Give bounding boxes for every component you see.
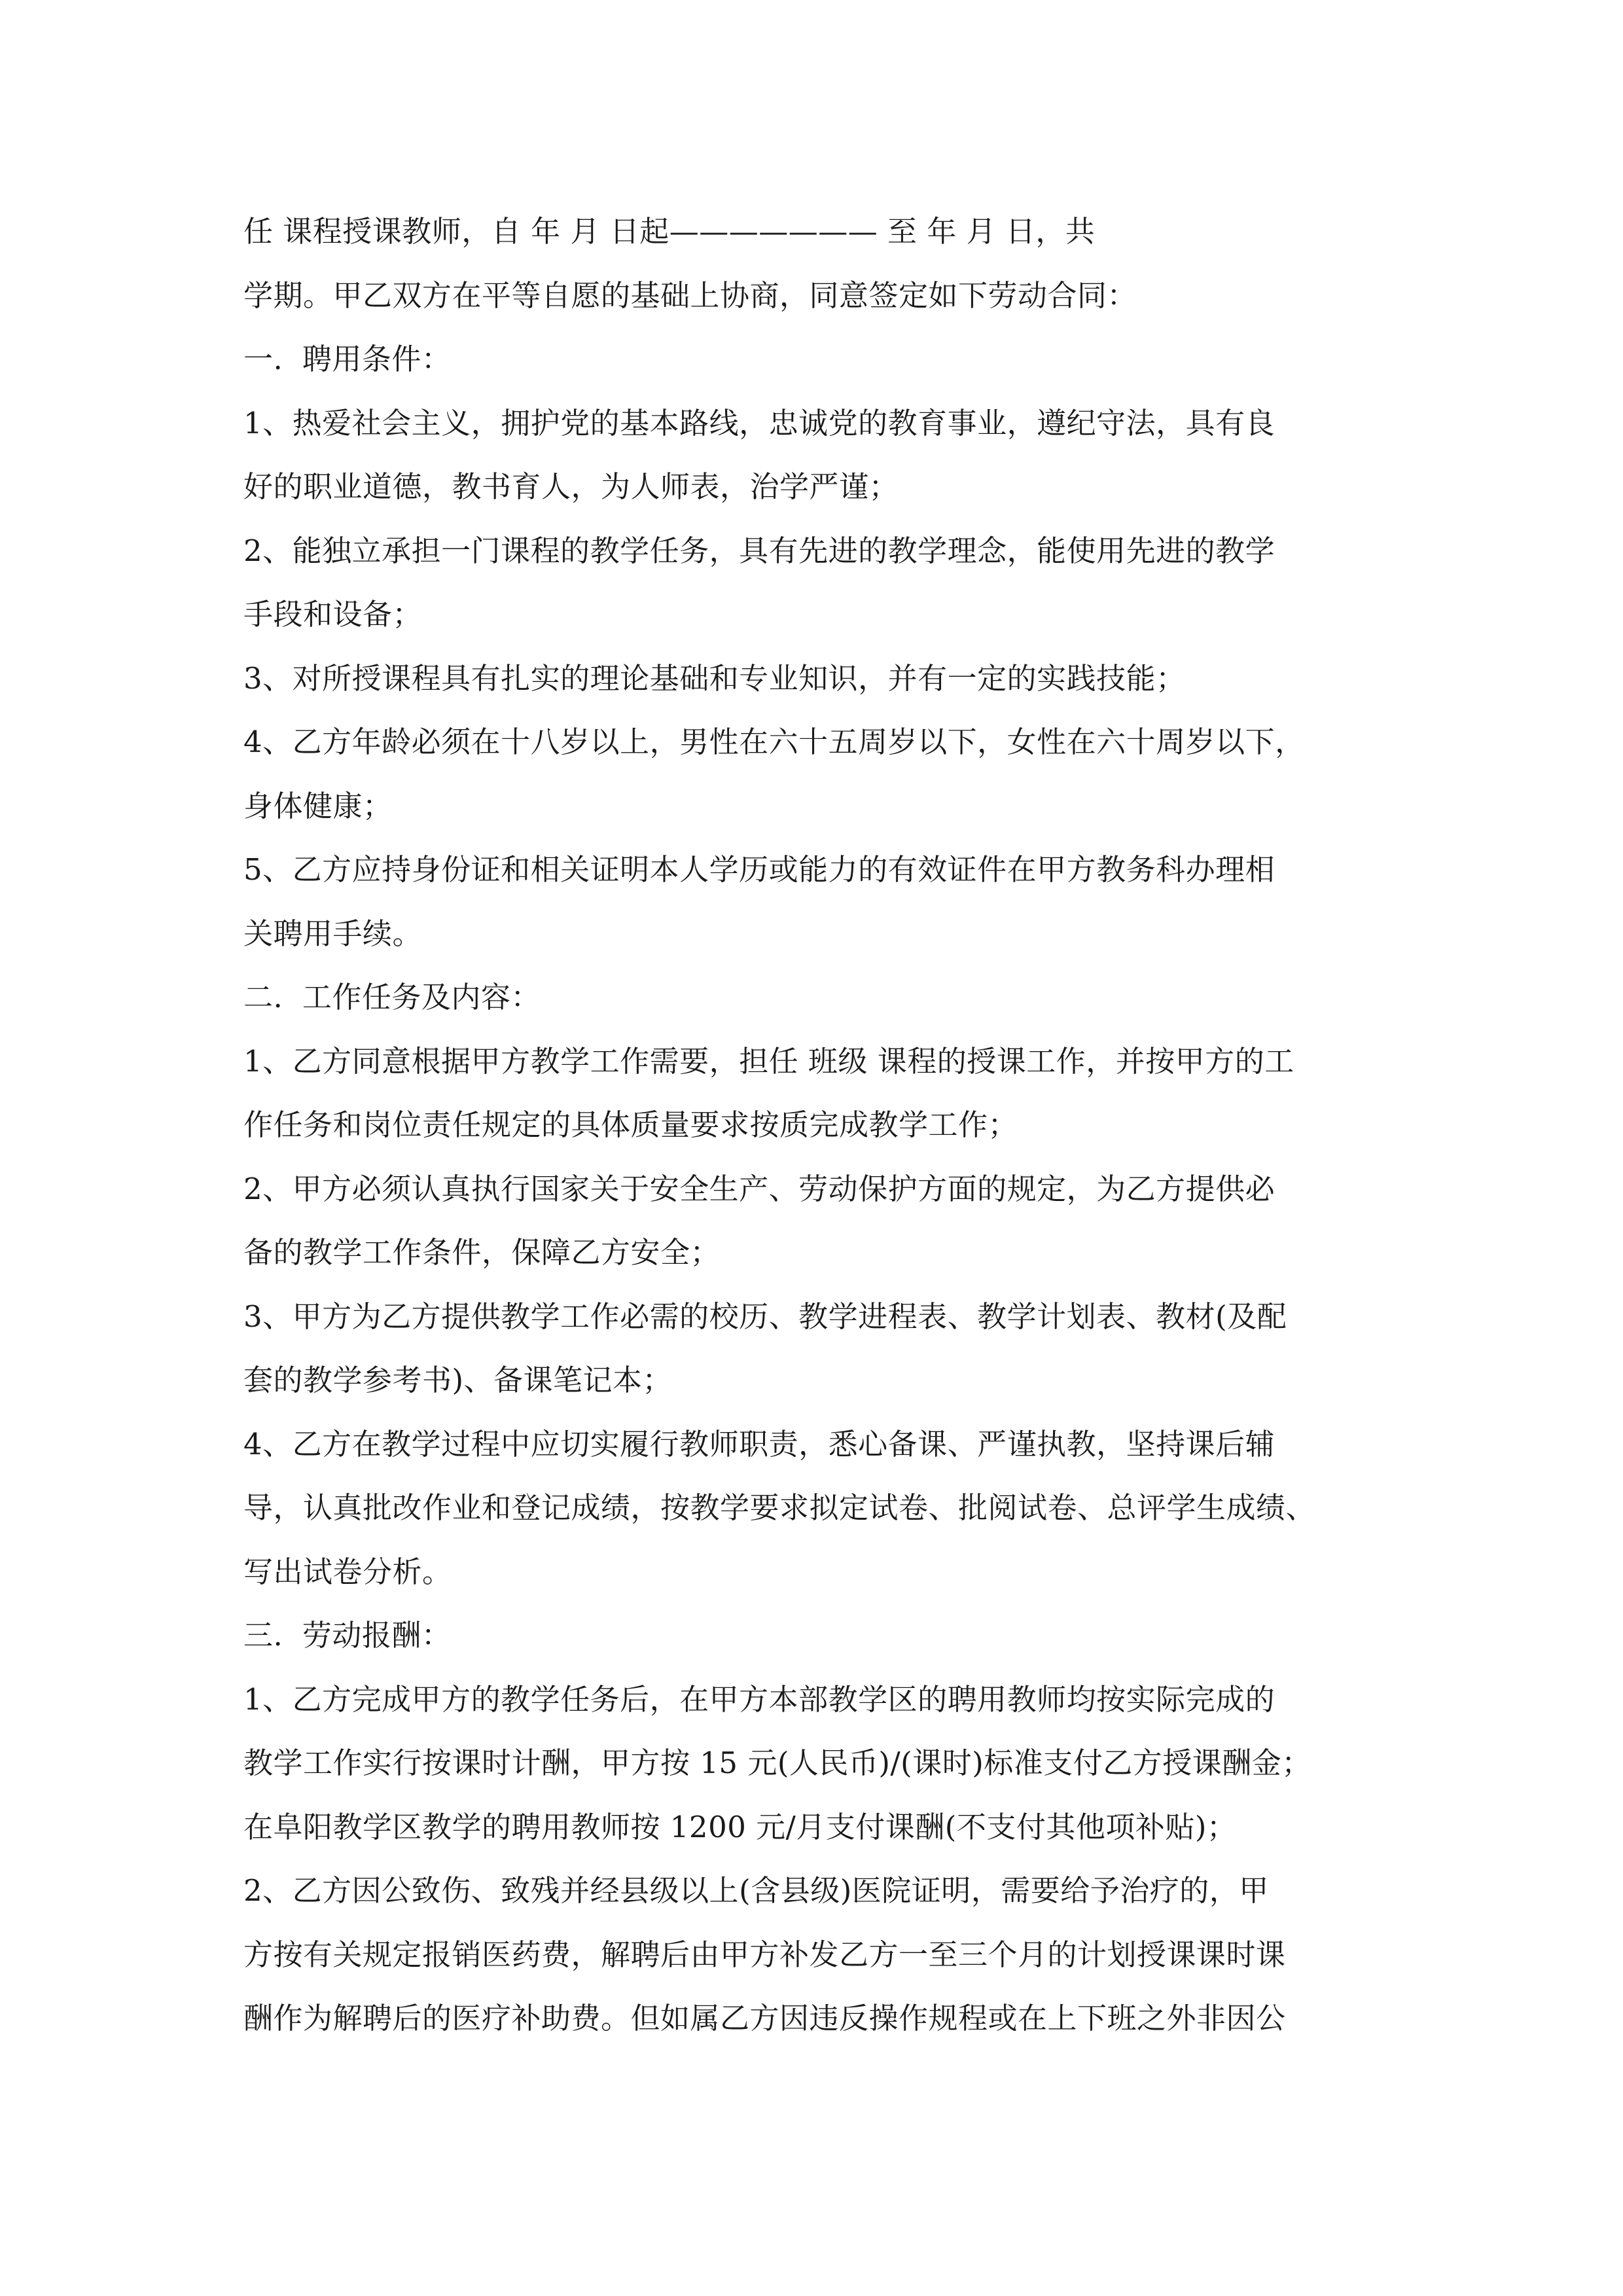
text-line-10: 身体健康； [243, 788, 393, 823]
section-heading-2: 二. 工作任务及内容： [243, 980, 541, 1014]
text-line-26: 在阜阳教学区教学的聘用教师按 1200 元/月支付课酬(不支付其他项补贴)； [243, 1809, 1237, 1844]
section-heading-1: 一. 聘用条件： [243, 342, 452, 376]
text-line-9: 4、乙方年龄必须在十八岁以上，男性在六十五周岁以下，女性在六十周岁以下， [243, 725, 1305, 759]
text-line-12: 关聘用手续。 [243, 916, 423, 951]
text-line-19: 套的教学参考书)、备课笔记本； [243, 1363, 673, 1397]
text-line-4: 1、热爱社会主义，拥护党的基本路线，忠诚党的教育事业，遵纪守法，具有良 [243, 405, 1275, 440]
contract-body-text [243, 200, 1402, 2051]
text-line-29: 酬作为解聘后的医疗补助费。但如属乙方因违反操作规程或在上下班之外非因公 [243, 2001, 1286, 2036]
text-line-14: 1、乙方同意根据甲方教学工作需要，担任 班级 课程的授课工作，并按甲方的工 [243, 1043, 1294, 1079]
text-line-16: 2、甲方必须认真执行国家关于安全生产、劳动保护方面的规定，为乙方提供必 [243, 1171, 1275, 1206]
text-line-18: 3、甲方为乙方提供教学工作必需的校历、教学进程表、教学计划表、教材(及配 [243, 1299, 1287, 1334]
text-line-2: 学期。甲乙双方在平等自愿的基础上协商，同意签定如下劳动合同： [243, 278, 1137, 313]
text-line-28: 方按有关规定报销医药费，解聘后由甲方补发乙方一至三个月的计划授课课时课 [243, 1937, 1286, 1972]
text-line-21: 导，认真批改作业和登记成绩，按教学要求拟定试卷、批阅试卷、总评学生成绩、 [243, 1490, 1316, 1525]
text-line-7: 手段和设备； [243, 597, 423, 632]
section-heading-3: 三. 劳动报酬： [243, 1618, 452, 1653]
text-line-11: 5、乙方应持身份证和相关证明本人学历或能力的有效证件在甲方教务科办理相 [243, 852, 1275, 887]
text-line-20: 4、乙方在教学过程中应切实履行教师职责，悉心备课、严谨执教，坚持课后辅 [243, 1426, 1275, 1462]
text-line-5: 好的职业道德，教书育人，为人师表，治学严谨； [243, 469, 899, 504]
text-line-15: 作任务和岗位责任规定的具体质量要求按质完成教学工作； [243, 1107, 1018, 1142]
text-line-25: 教学工作实行按课时计酬，甲方按 15 元(人民币)/(课时)标准支付乙方授课酬金； [243, 1746, 1311, 1780]
text-line-27: 2、乙方因公致伤、致残并经县级以上(含县级)医院证明，需要给予治疗的，甲 [243, 1873, 1269, 1908]
text-line-1: 任 课程授课教师，自 年 月 日起——————— 至 年 月 日，共 [243, 214, 1096, 249]
text-line-22: 写出试卷分析。 [243, 1554, 452, 1589]
text-line-17: 备的教学工作条件，保障乙方安全； [243, 1235, 721, 1270]
text-line-6: 2、能独立承担一门课程的教学任务，具有先进的教学理念，能使用先进的教学 [243, 533, 1275, 568]
text-line-8: 3、对所授课程具有扎实的理论基础和专业知识，并有一定的实践技能； [243, 660, 1186, 696]
text-line-24: 1、乙方完成甲方的教学任务后，在甲方本部教学区的聘用教师均按实际完成的 [243, 1681, 1275, 1717]
